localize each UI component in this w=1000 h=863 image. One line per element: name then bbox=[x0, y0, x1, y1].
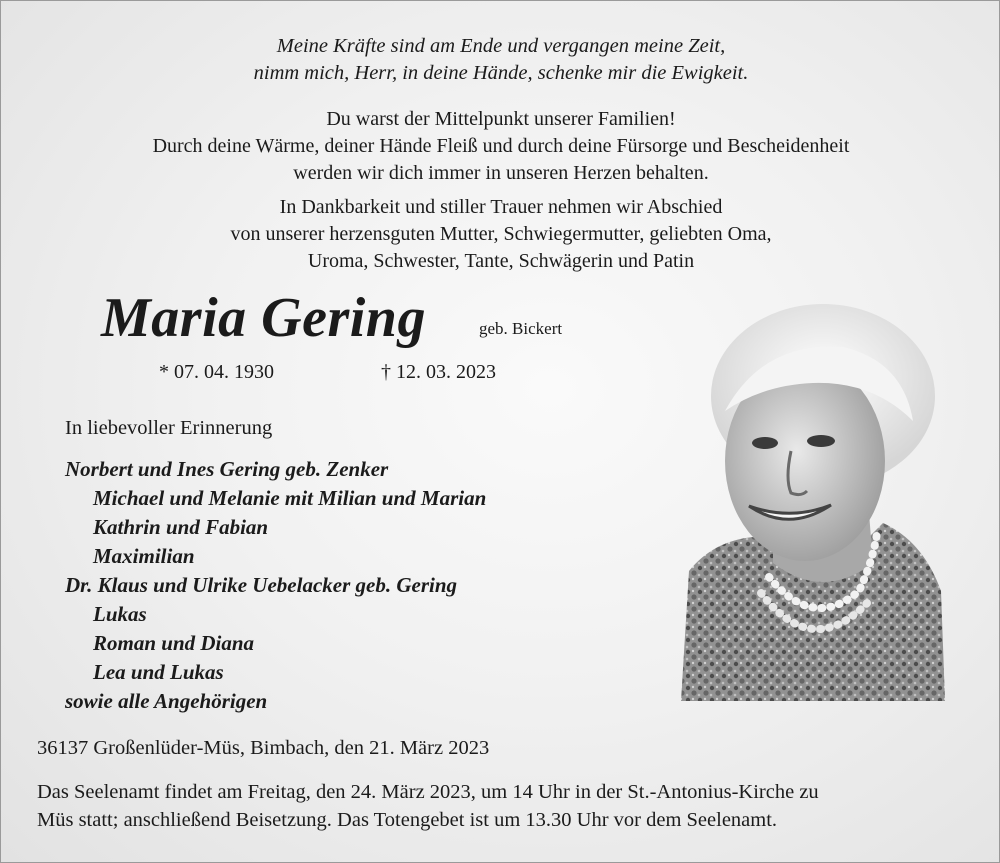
mourner-line: Lea und Lukas bbox=[93, 660, 224, 684]
mourner-line: sowie alle Angehörigen bbox=[65, 689, 268, 713]
poem-line: Meine Kräfte sind am Ende und vergangen meine Zeit, bbox=[276, 35, 726, 57]
mourner-line: Dr. Klaus und Ulrike Uebelacker geb. Gering bbox=[65, 573, 458, 597]
birth-date: * 07. 04. 1930 bbox=[159, 361, 274, 383]
intro-line: Durch deine Wärme, deiner Hände Fleiß und durch deine Fürsorge und Bescheidenheit bbox=[152, 135, 850, 157]
mourners-list bbox=[65, 455, 486, 716]
maiden-name: geb. Bickert bbox=[479, 319, 563, 338]
farewell-line: In Dankbarkeit und stiller Trauer nehmen wir Abschied bbox=[279, 196, 723, 218]
poem-line: nimm mich, Herr, in deine Hände, schenke mir die Ewigkeit. bbox=[253, 62, 749, 84]
farewell-text bbox=[1, 194, 1000, 275]
mourner-line: Roman und Diana bbox=[93, 631, 255, 655]
intro-line: werden wir dich immer in unseren Herzen behalten. bbox=[293, 162, 709, 184]
poem bbox=[1, 33, 1000, 87]
service-line: Das Seelenamt findet am Freitag, den 24. März 2023, um 14 Uhr in der St.-Antonius-Kirche zu bbox=[37, 781, 819, 803]
place-and-date: 36137 Großenlüder-Müs, Bimbach, den 21. März 2023 bbox=[37, 737, 490, 759]
service-line: Müs statt; anschließend Beisetzung. Das Totengebet ist um 13.30 Uhr vor dem Seelenamt. bbox=[37, 809, 778, 831]
deceased-name: Maria Gering bbox=[101, 287, 426, 349]
mourner-line: Maximilian bbox=[93, 544, 195, 568]
farewell-line: Uroma, Schwester, Tante, Schwägerin und Patin bbox=[307, 250, 695, 272]
farewell-line: von unserer herzensguten Mutter, Schwiegermutter, geliebten Oma, bbox=[230, 223, 772, 245]
death-date: † 12. 03. 2023 bbox=[381, 361, 496, 383]
mourner-line: Kathrin und Fabian bbox=[93, 515, 269, 539]
service-info bbox=[37, 778, 977, 834]
mourner-line: Lukas bbox=[93, 602, 147, 626]
intro-line: Du warst der Mittelpunkt unserer Familien! bbox=[326, 108, 676, 130]
intro-text bbox=[1, 106, 1000, 187]
remembrance-heading: In liebevoller Erinnerung bbox=[65, 417, 273, 439]
portrait-photo bbox=[673, 301, 949, 711]
mourner-line: Norbert und Ines Gering geb. Zenker bbox=[65, 457, 389, 481]
mourner-line: Michael und Melanie mit Milian und Marian bbox=[93, 486, 487, 510]
